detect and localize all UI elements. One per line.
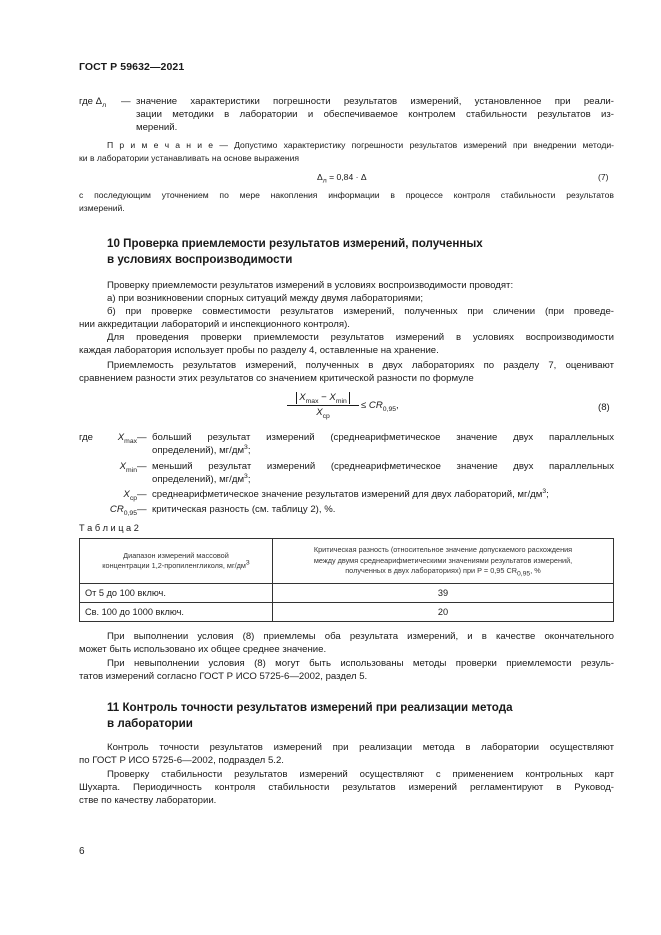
section-11-title-1: 11 Контроль точности результатов измерений при реализации метода xyxy=(107,701,513,714)
section-11-title-2: в лаборатории xyxy=(107,717,193,730)
table-2-header-row xyxy=(80,539,614,584)
s11-p2-2: Шухарта. Периодичность контроля стабильности результатов измерений регламентируют в Руковод- xyxy=(79,782,614,793)
def-xmax-line-1: больший результат измерений (среднеарифметическое значение двух параллельных xyxy=(152,432,614,443)
after-p2-2: татов измерений согласно ГОСТ Р ИСО 5725-6—2002, раздел 5. xyxy=(79,671,368,682)
def-xmin-sym: X xyxy=(119,461,127,472)
def-xmax-dash: — xyxy=(137,432,147,443)
where-def-line-2: зации методики в лаборатории и обеспечиваемое контролем стабильности результатов из- xyxy=(136,109,614,120)
def-xmin-sup: 3 xyxy=(244,472,248,480)
table-2-head-range-1: Диапазон измерений массовой xyxy=(123,550,229,560)
formula-7-lhs-sub: л xyxy=(322,177,327,185)
table-2-head-range xyxy=(80,539,273,584)
note-line-3: с последующим уточнением по мере накопления информации в процессе контроля стабильности результатов xyxy=(79,190,614,200)
formula-7-rhs: = 0,84 · Δ xyxy=(329,172,367,182)
table-2-caption: Т а б л и ц а 2 xyxy=(79,523,139,533)
def-xmin-line-1: меньший результат измерений (среднеарифметическое значение двух параллельных xyxy=(152,461,614,472)
section-10-title-1: 10 Проверка приемлемости результатов измерений, полученных xyxy=(107,237,483,250)
note-text-1: — Допустимо характеристику погрешности результатов измерений при внедрении методи- xyxy=(219,140,615,150)
def-cr-sub: 0,95 xyxy=(123,509,137,517)
table-row xyxy=(80,603,614,622)
formula-8-cr-sub: 0,95 xyxy=(382,405,397,413)
def-xmax-sub: max xyxy=(124,437,137,445)
def-xcp-line-1 xyxy=(152,488,614,501)
after-p1-2: может быть использовано их общее среднее значение. xyxy=(79,644,327,655)
s10-p3-2: сравнением разности этих результатов со значением критической разности по формуле xyxy=(79,373,474,384)
note-line-1 xyxy=(107,139,614,151)
note-label: П р и м е ч а н и е xyxy=(107,140,214,150)
formula-8-denominator xyxy=(287,407,359,418)
formula-8-xmax-sub: max xyxy=(305,397,319,405)
formula-8-xmin-sub: min xyxy=(335,397,347,405)
where-dash: — xyxy=(121,96,131,107)
def-xmin-tail: ; xyxy=(247,474,251,485)
formula-8-cr: ≤ CR xyxy=(361,400,383,411)
table-2-head-cr xyxy=(273,539,614,584)
s10-p2-1: Для проведения проверки приемлемости результатов измерений в условиях воспроизводимости xyxy=(107,332,614,343)
formula-8-relation xyxy=(361,399,399,412)
where-def-line-3: мерений. xyxy=(136,122,178,133)
formula-8-number: (8) xyxy=(598,402,610,413)
def-xmax-sup: 3 xyxy=(244,443,248,451)
def-xmin-line-2 xyxy=(152,473,614,486)
page-number: 6 xyxy=(79,846,85,857)
standard-header: ГОСТ Р 59632—2021 xyxy=(79,61,185,73)
table-2-head-range-2 xyxy=(85,561,267,572)
table-2-head-cr-tail: , % xyxy=(530,566,541,576)
table-2-row-1-range: От 5 до 100 включ. xyxy=(80,584,273,603)
def-xmin-dash: — xyxy=(137,461,147,472)
s10-p1: Проверку приемлемости результатов измерений в условиях воспроизводимости проводят: xyxy=(107,280,514,291)
note-line-4: измерений. xyxy=(79,203,125,213)
def-xcp-symbol xyxy=(105,488,137,501)
s10-item-b-2: нии аккредитации лабораторий и инспекционного контроля). xyxy=(79,319,350,330)
table-2-head-cr-3-text: полученных в двух лабораториях) при P = 0,95 CR xyxy=(345,566,517,576)
def-cr-dash: — xyxy=(137,504,147,515)
formula-8-numerator xyxy=(287,392,359,404)
def-xmin-symbol xyxy=(105,460,137,473)
table-row xyxy=(80,584,614,603)
formula-8-xcp: X xyxy=(316,407,323,418)
formula-7-lhs: Δ xyxy=(317,172,323,182)
where-def-line-1: значение характеристики погрешности результатов измерений, установленное при реали- xyxy=(136,96,614,107)
where-label-sub: л xyxy=(102,101,107,109)
def-xmax-symbol xyxy=(105,431,137,444)
s11-p2-1: Проверку стабильности результатов измерений осуществляют с применением контрольных карт xyxy=(107,769,614,780)
formula-8-xmax: X xyxy=(299,392,306,403)
where-label-text: где Δ xyxy=(79,96,103,107)
formula-8-xcp-sub: ср xyxy=(322,412,330,420)
table-2-head-range-2-text: концентрации 1,2-пропиленгликоля, мг/дм xyxy=(102,561,246,570)
def-xcp-sub: ср xyxy=(129,494,137,502)
def-xmin-t2: определений), мг/дм xyxy=(152,474,245,485)
def-xcp-t1: среднеарифметическое значение результатов измерений для двух лабораторий, мг/дм xyxy=(152,489,543,500)
formula-8-fraction-bar xyxy=(287,405,359,406)
table-2 xyxy=(79,538,614,622)
def-xmax-t2: определений), мг/дм xyxy=(152,445,245,456)
def-cr-symbol xyxy=(97,503,137,516)
s10-item-b-1: б) при проверке совместимости результатов измерений, полученных при сличении (при проведе- xyxy=(107,306,614,317)
def-xcp-sup: 3 xyxy=(542,487,547,495)
def-xmin-sub: min xyxy=(126,466,137,474)
table-2-row-1-value: 39 xyxy=(273,584,614,603)
formula-8-abs xyxy=(296,392,350,404)
defs-where-label: где xyxy=(79,432,94,443)
formula-8-minus: − xyxy=(318,392,330,403)
formula-8-xmin: X xyxy=(329,392,336,403)
s10-item-a: а) при возникновении спорных ситуаций между двумя лабораториями; xyxy=(107,293,424,304)
formula-7 xyxy=(317,171,367,183)
table-2-row-2-value: 20 xyxy=(273,603,614,622)
s10-p3-1: Приемлемость результатов измерений, полученных в двух лабораториях по разделу 7, оценивают xyxy=(107,360,614,371)
after-p1-1: При выполнении условия (8) приемлемы оба результата измерений, и в качестве окончательного xyxy=(107,631,614,642)
table-2-head-range-sup: 3 xyxy=(245,559,250,567)
note-line-2: ки в лаборатории устанавливать на основе выражения xyxy=(79,153,300,163)
table-2-row-2-range: Св. 100 до 1000 включ. xyxy=(80,603,273,622)
after-p2-1: При невыполнении условия (8) могут быть использованы методы проверки приемлемости резуль- xyxy=(107,658,614,669)
s11-p2-3: стве по качеству лаборатории. xyxy=(79,795,217,806)
section-10-title-2: в условиях воспроизводимости xyxy=(107,253,293,266)
def-xmax-sym: X xyxy=(117,432,125,443)
table-2-head-cr-sub: 0,95 xyxy=(516,570,531,578)
table-2-head-cr-3 xyxy=(278,566,608,577)
def-xcp-sym: X xyxy=(123,489,130,500)
def-xmax-line-2 xyxy=(152,444,614,457)
s11-p1-2: по ГОСТ Р ИСО 5725-6—2002, подраздел 5.2. xyxy=(79,755,284,766)
where-label xyxy=(79,95,106,108)
def-xmax-tail: ; xyxy=(247,445,251,456)
def-xcp-tail: ; xyxy=(546,489,549,500)
table-2-head-cr-2: между двумя среднеарифметическими значениями результатов измерений, xyxy=(313,555,573,565)
formula-7-number: (7) xyxy=(598,172,609,182)
def-xcp-dash: — xyxy=(137,489,147,500)
s10-p2-2: каждая лаборатория использует пробы по разделу 4, оставленные на хранение. xyxy=(79,345,439,356)
formula-8-tail: , xyxy=(396,400,399,411)
def-cr-line-1: критическая разность (см. таблицу 2), %. xyxy=(152,504,336,515)
table-2-head-cr-1: Критическая разность (относительное значение допускаемого расхождения xyxy=(313,545,573,555)
s11-p1-1: Контроль точности результатов измерений при реализации метода в лаборатории осуществляют xyxy=(107,742,614,753)
def-cr-sym: CR xyxy=(109,504,124,515)
